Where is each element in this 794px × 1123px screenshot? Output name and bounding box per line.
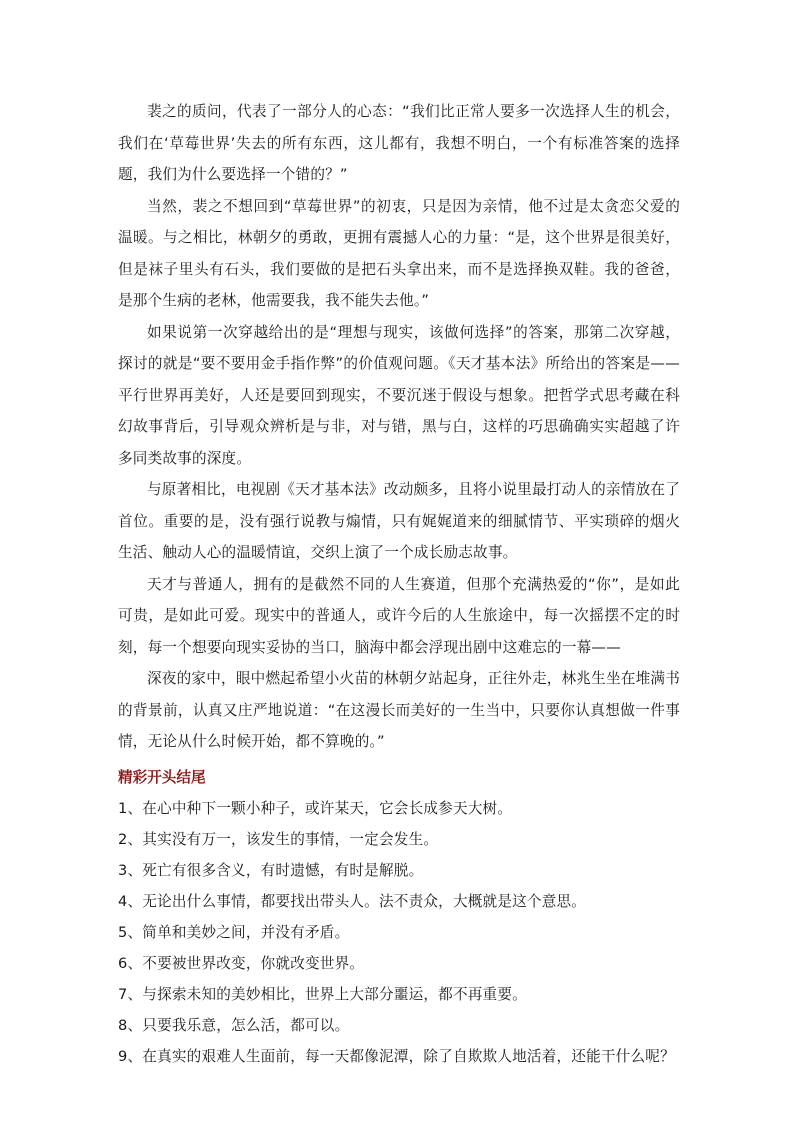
list-item: 6、不要被世界改变，你就改变世界。 <box>118 955 365 972</box>
list-item: 5、简单和美妙之间，并没有矛盾。 <box>118 924 350 941</box>
list-item: 2、其实没有万一，该发生的事情，一定会发生。 <box>118 831 439 848</box>
list-item: 1、在心中种下一颗小种子，或许某天，它会长成参天大树。 <box>118 800 513 817</box>
paragraph-4: 与原著相比，电视剧《天才基本法》改动颇多，且将小说里最打动人的亲情放在了首位。重要的是，没有强行说教与煽情，只有娓娓道来的细腻情节、平实琐碎的烟火生活、触动人心的温暖情谊，交织上演了一个成长励志故事。 <box>118 481 680 561</box>
paragraph-2: 当然，裴之不想回到“草莓世界”的初衷，只是因为亲情，他不过是太贪恋父爱的温暖。与之相比，林朝夕的勇敢，更拥有震撼人心的力量：“是，这个世界是很美好，但是袜子里头有石头，我们要做的是把石头拿出来，而不是选择换双鞋。我的爸爸，是那个生病的老林，他需要我，我不能失去他。” <box>118 197 680 309</box>
list-item: 8、只要我乐意，怎么活，都可以。 <box>118 1017 350 1034</box>
list-item: 4、无论出什么事情，都要找出带头人。法不责众，大概就是这个意思。 <box>118 893 587 910</box>
document-page <box>118 96 680 1072</box>
paragraph-3: 如果说第一次穿越给出的是“理想与现实，该做何选择”的答案，那第二次穿越，探讨的就是“要不要用金手指作弊”的价值观问题。《天才基本法》所给出的答案是——平行世界再美好，人还是要回到现实，不要沉迷于假设与想象。把哲学式思考藏在科幻故事背后，引导观众辨析是与非，对与错，黑与白，这样的巧思确确实实超越了许多同类故事的深度。 <box>118 323 680 467</box>
paragraph-5: 天才与普通人，拥有的是截然不同的人生赛道，但那个充满热爱的“你”，是如此可贵，是如此可爱。现实中的普通人，或许今后的人生旅途中，每一次摇摆不定的时刻，每一个想要向现实妥协的当口，脑海中都会浮现出剧中这难忘的一幕—— <box>118 575 680 656</box>
list-item: 3、死亡有很多含义，有时遗憾，有时是解脱。 <box>118 862 424 879</box>
list-item: 9、在真实的艰难人生面前，每一天都像泥潭，除了自欺欺人地活着，还能干什么呢？ <box>118 1048 675 1065</box>
paragraph-6: 深夜的家中，眼中燃起希望小火苗的林朝夕站起身，正往外走，林兆生坐在堆满书的背景前，认真又庄严地说道：“在这漫长而美好的一生当中，只要你认真想做一件事情，无论从什么时候开始，都不算晚的。” <box>118 670 680 750</box>
article-body <box>118 96 680 758</box>
list-item: 7、与探索未知的美妙相比，世界上大部分噩运，都不再重要。 <box>118 986 527 1003</box>
quote-list <box>118 793 680 1072</box>
section-title: 精彩开头结尾 <box>118 768 206 786</box>
paragraph-1: 裴之的质问，代表了一部分人的心态：“我们比正常人要多一次选择人生的机会，我们在‘草莓世界’失去的所有东西，这儿都有，我想不明白，一个有标准答案的选择题，我们为什么要选择一个错的？” <box>118 103 680 183</box>
